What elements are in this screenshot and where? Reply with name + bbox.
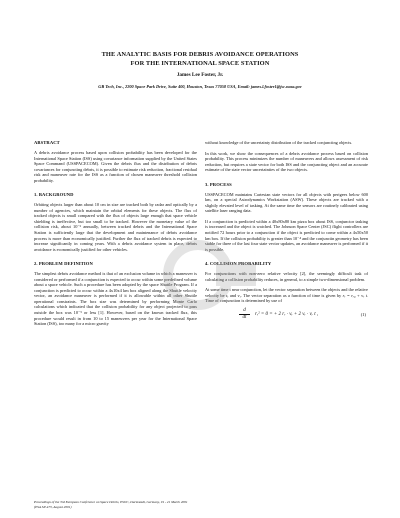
paper-title <box>20 50 380 68</box>
process-body-2: If a conjunction is predicted within a 40x80x80 km pizza box about ISS, conjunctor tasking is increased and the object is watched. The Johnson Space Center (JSC) flight controllers are notified 72 hours prior to a conjunction if the object is predicted to come within a 4x50x50 km box. If the collision probability is greater than 10⁻⁴ and the conjunctin geometry has been stable for three of the last four state vector updates, an avoidance maneuver is performed if it is possible. <box>205 218 368 252</box>
process-heading: 3. PROCESS <box>205 181 232 187</box>
inline-equation: rᵣ = rᵣ₀ + vᵣ t <box>342 292 367 298</box>
problem-body: The simplest debris avoidance method is that of an exclusion volume in which a maneuver is considered or performed if a conjunction is expected to occur within some predefined volume about a space vehicle. Such a procedure has been adopted by the space Shuttle Program. If a conjunction is predicted to occur within a 4x10x4 km box aligned along the Shuttle velocity vector, an avoidance maneuver is performed if it is allowable within all other Shuttle operational constraints. The box size was determined by performing Monte Carlo calculations which indicated that the collision probability for any object projected to pass outside the box was 10⁻⁵ or less [1]. However, based on the known tracked flux, this procedure would result in from 10 to 15 maneuvers per year for the International Space Station (ISS), too many for a micro gravity <box>34 271 197 327</box>
author-affiliation: GB Tech, Inc., 2200 Space Park Drive, Suite 400, Houston, Texas 77058 USA, Email: james.l.foster1@jsc.nasa.gov <box>98 84 302 89</box>
watermark-logo <box>150 230 270 320</box>
background-body: Orbiting objects larger than about 10 cm in size are tracked both by radar and optically by a number of agencies, which maintain the orbital elements for these objects. The flux of tracked objects is small compared with the flux of objects large enough that space vehicle shielding is ineffective, but too small to be tracked. However the monetary value of the collision risk, about 10⁻³ annually, between tracked debris and the International Space Station is sufficiently large that the development and maintenance of debris avoidance process is more than economically justified. Further the flux of tracked debris is expected to increase significantly in coming years. With a debris avoidance system in place, debris avoidance is economically justified for other vehicles. <box>34 202 197 252</box>
footer-line-2: (ESA SP-473, August 2001) <box>34 504 72 509</box>
abstract-body: A debris avoidance process based upon collision probability has been developed for the International Space Station (ISS) using covariance information supplied by the United States Space Command (USSPACECOM). Given the debris flux and the distribution of debris covariances for conjuncting debris, it is possible to estimate risk reduction, fractional residual risk and maneuver rate for the ISS as a function of chosen maneuver threshold collision probability. <box>34 150 197 183</box>
continuation-paragraph: without knowledge of the uncertainty distribution of the tracked conjuncting objects. <box>205 140 353 145</box>
page-footer <box>34 500 364 509</box>
collision-body-1: For conjunctions with non-zero relative velocity [2], the seemingly difficult task of calculating a collision probability reduces, in general, to a simple two-dimensional problem. <box>205 271 368 282</box>
process-body-1: USSPACECOM maintains Cartesian state vectors for all objects with perigees below 600 km, on a special Astrodynamics Workstation (ASW). These objects are tracked with a slightly elevated level of tasking. At the same time the sensors are routinely calibrated using satellite laser ranging data. <box>205 191 368 214</box>
abstract-heading: ABSTRACT <box>34 140 60 145</box>
equation-numerator: d <box>243 307 246 313</box>
intro-paragraph: In this work, we show the consequences of a debris avoidance process based on collision probability. This process minimizes the number of maneuvers and allows assessment of risk reduction, but requires a state vector for both ISS and the conjuncting object and an accurate estimate of the state vector uncertainties of the two objects. <box>205 150 368 173</box>
title-line-2: FOR THE INTERNATIONAL SPACE STATION <box>130 60 270 67</box>
author-name: James Lee Foster, Jr. <box>176 72 224 78</box>
problem-heading: 2. PROBLEM DEFINITION <box>34 261 93 267</box>
footer-line-1: Proceedings of the 3rd European Conference on Space Debris, ESOC, Darmstadt, Germany, 19 - 21 March 2001 <box>34 500 188 504</box>
collision-body-3-text: . Time of conjunction is determined by use of <box>205 292 368 304</box>
equation-denominator: dt <box>242 314 247 320</box>
equation-number: (1) <box>360 311 366 317</box>
background-heading: 1. BACKGROUND <box>34 192 74 198</box>
equation-body: rᵣ² = 0 = + 2 rᵣ · vᵣ + 2 vᵣ · vᵣ t , <box>255 311 319 317</box>
collision-body-2-text: At some time t near conjunction, let the vector separation between the objects and the relative velocity be rᵣ and vᵣ. The vector separation as a function of time is given by <box>205 287 368 298</box>
collision-heading: 4. COLLISION PROBABILITY <box>205 261 272 267</box>
title-line-1: THE ANALYTIC BASIS FOR DEBRIS AVOIDANCE OPERATIONS <box>101 51 299 58</box>
